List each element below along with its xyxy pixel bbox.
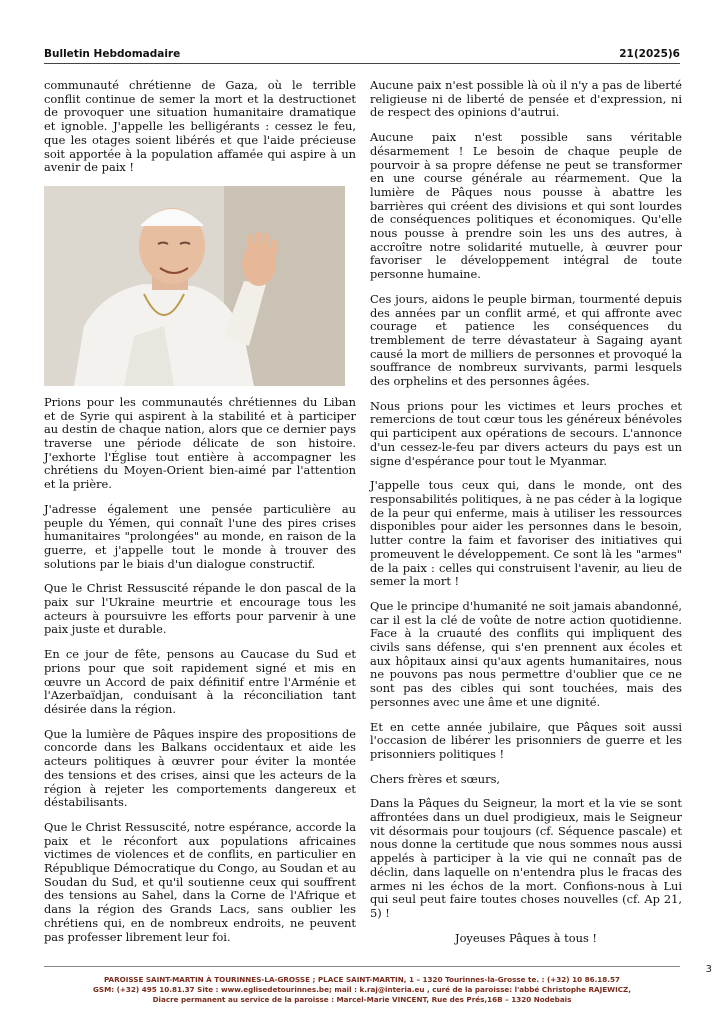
paragraph: Que la lumière de Pâques inspire des propositions de concorde dans les Balkans occidentaux et aide les acteurs politiques à œuvrer pour éviter la montée des tensions et des crises, ainsi que les acteurs de la région à rejeter les comportements dangereux et déstabilisants. — [44, 726, 356, 810]
header-divider — [44, 63, 680, 64]
paragraph: Nous prions pour les victimes et leurs proches et remercions de tout cœur tous les généreux bénévoles qui participent aux opérations de secours. L'annonce d'un cessez-le-feu par divers acteurs du pays est un signe d'espérance pour tout le Myanmar. — [370, 398, 682, 468]
paragraph: Que le Christ Ressuscité répande le don pascal de la paix sur l'Ukraine meurtrie et encourage tous les acteurs à poursuivre les efforts pour parvenir à une paix juste et durable. — [44, 581, 356, 637]
paragraph: Que le Christ Ressuscité, notre espérance, accorde la paix et le réconfort aux populations africaines victimes de violences et de conflits, en particulier en République Démocratique du Congo, au Soudan et au Soudan du Sud, et qu'il soutienne ceux qui souffrent des tensions au Sahel, dans la Corne de l'Afrique et dans la région des Grands Lacs, sans oublier les chrétiens qui, en de nombreux endroits, ne peuvent pas professer librement leur foi. — [44, 819, 356, 944]
paragraph: Ces jours, aidons le peuple birman, tourmenté depuis des années par un conflit armé, et qui affronte avec courage et patience les conséquences du tremblement de terre dévastateur à Sagaing ayant causé la mort de milliers de personnes et provoqué la souffrance de nombreux survivants, parmi lesquels des orphelins et des personnes âgées. — [370, 291, 682, 389]
page-number: 3 — [705, 964, 712, 975]
pope-photo — [44, 186, 345, 386]
paragraph: Que le principe d'humanité ne soit jamais abandonné, car il est la clé de voûte de notre action quotidienne. Face à la cruauté des conflits qui impliquent des civils sans défense, qui s'en prennent aux écoles et aux hôpitaux ainsi qu'aux agents humanitaires, nous ne pouvons pas nous permettre d'oublier que ce ne sont pas des cibles qui sont touchées, mais des personnes avec une âme et une dignité. — [370, 598, 682, 709]
right-column — [370, 79, 682, 956]
paragraph: J'appelle tous ceux qui, dans le monde, ont des responsabilités politiques, à ne pas céder à la logique de la peur qui enferme, mais à utiliser les ressources disponibles pour aider les personnes dans le besoin, lutter contre la faim et favoriser des initiatives qui promeuvent le développement. Ce sont là les "armes" de la paix : celles qui construisent l'avenir, au lieu de semer la mort ! — [370, 478, 682, 589]
paragraph: Aucune paix n'est possible là où il n'y a pas de liberté religieuse ni de liberté de pensée et d'expression, ni de respect des opinions d'autrui. — [370, 78, 682, 120]
issue-number: 21(2025)6 — [619, 48, 680, 60]
paragraph: Aucune paix n'est possible sans véritable désarmement ! Le besoin de chaque peuple de pourvoir à sa propre défense ne peut se transformer en une course générale au réarmement. Que la lumière de Pâques nous pousse à abattre les barrières qui créent des divisions et qui sont lourdes de conséquences politiques et économiques. Qu'elle nous pousse à prendre soin les uns des autres, à accroître notre solidarité mutuelle, à œuvrer pour favoriser le développement intégral de toute personne humaine. — [370, 130, 682, 282]
paragraph: Dans la Pâques du Seigneur, la mort et la vie se sont affrontées dans un duel prodigieux, mais le Seigneur vit désormais pour toujours (cf. Séquence pascale) et nous donne la certitude que nous sommes nous aussi appelés à participer à la vie qui ne connaît pas de déclin, dans laquelle on n'entendra plus le fracas des armes ni les échos de la mort. Confions-nous à Lui qui seul peut faire toutes choses nouvelles (cf. Ap 21, 5) ! — [370, 796, 682, 920]
footer-divider — [44, 966, 680, 967]
greeting: Chers frères et sœurs, — [370, 771, 501, 786]
parish-footer — [44, 975, 680, 1005]
page-header — [44, 48, 680, 60]
left-column — [44, 79, 356, 955]
paragraph: En ce jour de fête, pensons au Caucase du Sud et prions pour que soit rapidement signé et mis en œuvre un Accord de paix définitif entre l'Arménie et l'Azerbaïdjan, conduisant à la réconciliation tant désirée dans la région. — [44, 647, 356, 716]
closing-line: Joyeuses Pâques à tous ! — [455, 930, 597, 945]
paragraph: J'adresse également une pensée particulière au peuple du Yémen, qui connaît l'une des pires crises humanitaires "prolongées" au monde, en raison de la guerre, et j'appelle tout le monde à trouver des solutions par le biais d'un dialogue constructif. — [44, 501, 356, 571]
footer-address: PAROISSE SAINT-MARTIN À TOURINNES-LA-GROSSE ; PLACE SAINT-MARTIN, 1 – 1320 Tourinnes-la-Grosse te. : (+32) 10 86.18.57 — [103, 975, 621, 984]
paragraph: Prions pour les communautés chrétiennes du Liban et de Syrie qui aspirent à la stabilité et à participer au destin de chaque nation, alors que ce dernier pays traverse une période délicate de son histoire. J'exhorte l'Église tout entière à accompagner les chrétiens du Moyen-Orient bien-aimé par l'attention et la prière. — [44, 394, 356, 492]
footer-contact: GSM: (+32) 495 10.81.37 Site : www.eglisedetourinnes.be; mail : k.raj@interia.eu , curé de la paroisse: l'abbé Christophe RAJEWICZ, — [93, 985, 631, 994]
footer-deacon: Diacre permanent au service de la paroisse : Marcel-Marie VINCENT, Rue des Prés,16B – 1320 Nodebais — [152, 995, 572, 1004]
intro-paragraph: communauté chrétienne de Gaza, où le terrible conflit continue de semer la mort et la destructionet de provoquer une situation humanitaire dramatique et ignoble. J'appelle les belligérants : cessez le feu, que les otages soient libérés et que l'aide précieuse soit apportée à la population affamée qui aspire à un avenir de paix ! — [44, 78, 356, 175]
bulletin-title: Bulletin Hebdomadaire — [44, 48, 181, 60]
paragraph: Et en cette année jubilaire, que Pâques soit aussi l'occasion de libérer les prisonniers de guerre et les prisonniers politiques ! — [370, 719, 682, 761]
